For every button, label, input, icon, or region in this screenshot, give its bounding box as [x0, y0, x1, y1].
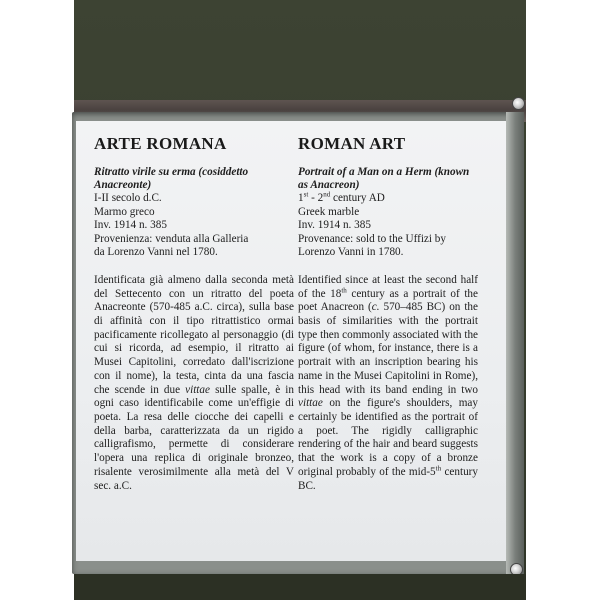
italian-material: Marmo greco: [94, 205, 155, 218]
italian-provenance-line-1: Provenienza: venduta alla Galleria: [94, 232, 249, 245]
italian-description-part-1: Identificata già almeno dalla seconda metà del Settecento con un ritratto del poeta Anacreonte (570-485 a.C. circa), sulla base di affinità con il tipo ritrattistico ormai pacificamente ricollegato al personaggio (di cui si ricorda, ad esempio, il ritratto ai Musei Capitolini, corredato dall'iscrizione con il nome), la testa, cinta da una fascia che scende in due: [94, 273, 294, 396]
english-date-b: - 2: [308, 192, 324, 204]
english-date-c: century AD: [330, 192, 385, 204]
english-date: [298, 192, 478, 206]
english-material: Greek marble: [298, 205, 360, 218]
english-subtitle: Portrait of a Man on a Herm (known as Anacreon): [298, 166, 470, 191]
english-description-sup-1: th: [341, 285, 347, 294]
english-date-a: 1: [298, 192, 304, 204]
english-date-b-sup: nd: [323, 190, 331, 199]
english-provenance-line-2: Lorenzo Vanni in 1780.: [298, 246, 404, 259]
wall-bottom: [74, 574, 526, 600]
english-description-part-5: century BC.: [298, 465, 478, 492]
italian-description-italic: vittae: [185, 383, 210, 396]
english-date-a-sup: st: [303, 190, 309, 199]
english-description-part-4: on the figure's shoulders, may certainly be identified as the portrait of a poet. The rigidly calligraphic rendering of the hair and beard suggests that the work is a copy of a bronze original probably of the mid-5: [298, 397, 478, 478]
italian-column: [94, 134, 294, 493]
museum-label-sheet: [76, 121, 506, 561]
italian-date: I-II secolo d.C.: [94, 192, 162, 204]
english-column: [298, 134, 478, 493]
english-description-italic: vittae: [298, 397, 323, 410]
english-description-part-1: Identified since at least the second half of the 18: [298, 273, 478, 300]
english-description-sup-2: th: [435, 464, 442, 473]
italian-provenance-line-2: da Lorenzo Vanni nel 1780.: [94, 246, 218, 259]
english-inventory: Inv. 1914 n. 385: [298, 219, 371, 232]
italian-subtitle: Ritratto virile su erma (cosiddetto Anacreonte): [94, 166, 249, 191]
english-provenance-line-1: Provenance: sold to the Uffizi by: [298, 232, 446, 245]
italian-heading: ARTE ROMANA: [94, 134, 227, 153]
english-description: [298, 274, 478, 493]
italian-description: [94, 274, 294, 493]
english-description-part-2: century as a portrait of the poet Anacreon (: [298, 287, 478, 314]
frame-edge: [506, 112, 524, 574]
english-description-part-3: 570–485 BC) on the basis of similarities with the portrait type then commonly associated with the figure (of whom, for instance, there is a portrait with an inscription bearing his name in the Musei Capitolini in Rome), this head with its band ending in two: [298, 301, 478, 396]
english-heading: ROMAN ART: [298, 134, 406, 153]
screw-top-right-icon: [512, 97, 525, 110]
italian-description-part-2: sulle spalle, è in ogni caso identificabile come un'effigie di poeta. La resa delle ciocche dei capelli e della barba, caratterizzata da un rigido calligrafismo, permette di considerare l'opera una replica di originale bronzeo, risalente verosimilmente alla metà del V sec. a.C.: [94, 383, 294, 492]
italian-inventory: Inv. 1914 n. 385: [94, 219, 167, 232]
english-description-circa: c.: [371, 301, 380, 314]
